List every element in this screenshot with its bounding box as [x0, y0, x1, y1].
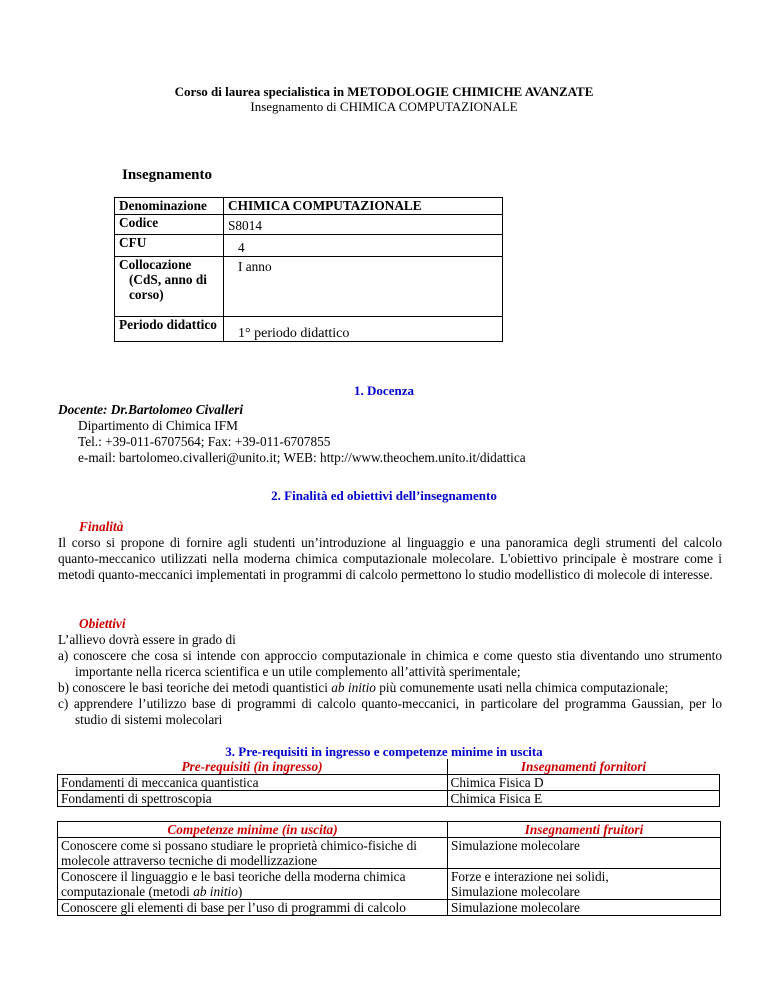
obiettivi-label: Obiettivi: [79, 616, 126, 631]
docente-email: e-mail: bartolomeo.civalleri@unito.it; WEB: http://www.theochem.unito.it/didattica: [78, 450, 526, 465]
finalita-label: Finalità: [79, 519, 124, 534]
section-heading-prerequisiti: 3. Pre-requisiti in ingresso e competenze minime in uscita: [225, 744, 543, 759]
value-cfu: 4: [224, 235, 503, 257]
table-row: Conoscere gli elementi di base per l’uso di programmi di calcolo Simulazione molecolare: [58, 900, 721, 916]
label-denominazione: Denominazione: [115, 198, 224, 215]
course-title: Corso di laurea specialistica in METODOLOGIE CHIMICHE AVANZATE: [174, 84, 594, 99]
table-row: Conoscere il linguaggio e le basi teoriche della moderna chimica computazionale (metodi ab initio) Forze e interazione nei solidi, Simulazione molecolare: [58, 869, 721, 900]
prerequisiti-table: [57, 759, 720, 807]
competenze-table: [57, 821, 721, 916]
label-collocazione: [115, 257, 224, 317]
section-heading-finalita: 2. Finalità ed obiettivi dell’insegnamento: [271, 488, 497, 503]
section-heading-docenza: 1. Docenza: [354, 383, 414, 398]
table-row: Conoscere come si possano studiare le proprietà chimico-fisiche di molecole attraverso tecniche di modellizzazione Simulazione molecolare: [58, 838, 721, 869]
header-competenze: Competenze minime (in uscita): [58, 822, 448, 838]
docente-block: [58, 402, 526, 466]
docente-name: Docente: Dr.Bartolomeo Civalleri: [58, 402, 244, 417]
obiettivi-list: [58, 648, 722, 728]
subheading-obiettivi: [79, 616, 743, 632]
insegnamento-table: [114, 197, 503, 342]
value-codice: S8014: [224, 215, 503, 235]
list-item: a) conoscere che cosa si intende con approccio computazionale in chimica e come questo stia diventando uno strumento importante nella ricerca scientifica e un utile complemento all’attività sperimentale;: [58, 648, 723, 679]
table-row: Fondamenti di meccanica quantistica Chimica Fisica D: [58, 775, 720, 791]
header-fruitori: Insegnamenti fruitori: [448, 822, 721, 838]
docente-dipartimento: Dipartimento di Chimica IFM: [78, 418, 238, 433]
section-title-insegnamento: Insegnamento: [122, 167, 213, 183]
list-item: b) conoscere le basi teoriche dei metodi quantistici ab initio più comunemente usati nella chimica computazionale;: [58, 680, 669, 695]
value-denominazione: CHIMICA COMPUTAZIONALE: [224, 198, 503, 215]
course-subtitle: Insegnamento di CHIMICA COMPUTAZIONALE: [250, 99, 518, 114]
table-row: Fondamenti di spettroscopia Chimica Fisica E: [58, 791, 720, 807]
header-prerequisiti: Pre-requisiti (in ingresso): [58, 759, 448, 775]
subheading-finalita: [79, 519, 743, 535]
value-collocazione: I anno: [224, 257, 503, 317]
list-item: c) apprendere l’utilizzo base di programmi di calcolo quanto-meccanici, in particolare del programma Gaussian, per lo studio di sistemi molecolari: [58, 696, 722, 727]
label-cfu: CFU: [115, 235, 224, 257]
header-fornitori: Insegnamenti fornitori: [447, 759, 720, 775]
label-collocazione-detail: (CdS, anno di corso): [129, 272, 207, 302]
label-codice: Codice: [115, 215, 224, 235]
obiettivi-block: [58, 632, 722, 728]
label-periodo: Periodo didattico: [115, 317, 224, 342]
docente-tel: Tel.: +39-011-6707564; Fax: +39-011-6707855: [78, 434, 331, 449]
finalita-text: Il corso si propone di fornire agli studenti un’introduzione al linguaggio e una panoramica degli strumenti del calcolo quanto-meccanico utilizzati nella moderna chimica computazionale molecolare. L'obiettivo principale è mostrare come i metodi quanto-meccanici implementati in programmi di calcolo permettono lo studio modellistico di molecole di interesse.: [58, 535, 722, 582]
value-periodo: 1° periodo didattico: [224, 317, 503, 342]
label-collocazione-main: Collocazione: [119, 257, 192, 272]
obiettivi-intro: L’allievo dovrà essere in grado di: [58, 632, 236, 647]
